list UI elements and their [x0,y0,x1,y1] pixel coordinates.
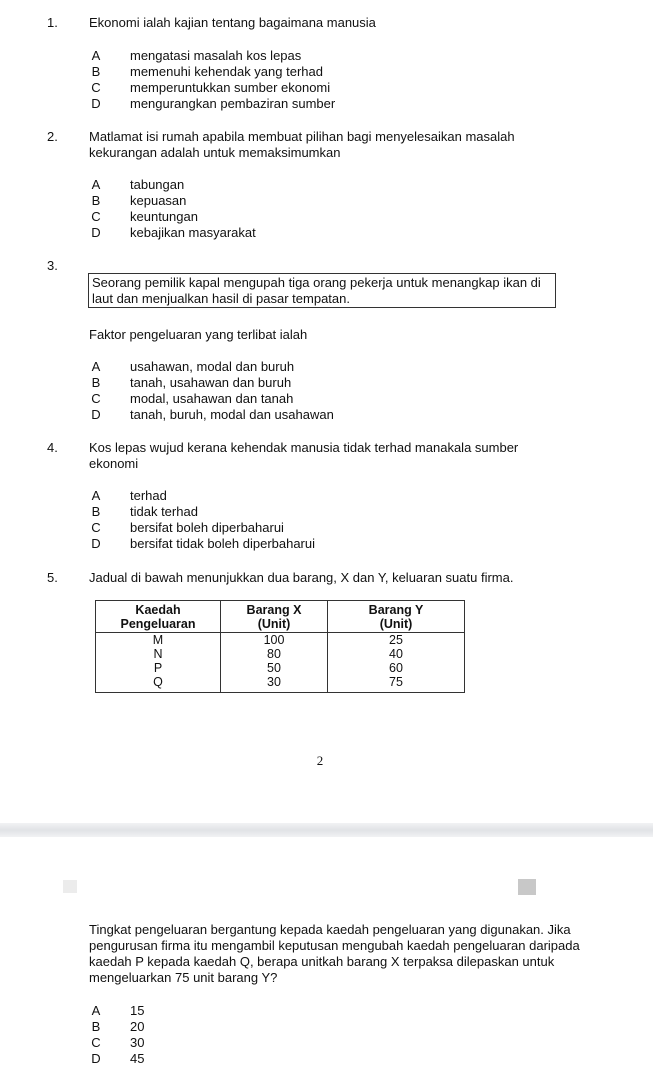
table-cell-x: 100 [221,633,328,648]
option-text: mengurangkan pembaziran sumber [130,96,336,111]
question-4-text: Kos lepas wujud kerana kehendak manusia tidak terhad manakala sumber ekonomi [89,440,519,471]
table-header-method-line1: Kaedah [96,601,221,618]
table-cell-x: 30 [221,675,328,693]
option-text: kebajikan masyarakat [130,225,256,240]
table-row [96,661,465,675]
table-cell-method: M [96,633,221,648]
table-header-x-line1: Barang X [221,601,328,618]
table-row [96,633,465,648]
page-number: 2 [316,753,324,768]
option-letter: A [91,177,101,192]
table-cell-y: 60 [328,661,465,675]
option-text: memperuntukkan sumber ekonomi [130,80,331,95]
option-letter: D [91,1051,101,1066]
option-text: usahawan, modal dan buruh [130,359,295,374]
option-letter: B [91,64,101,79]
option-letter: B [91,375,101,390]
option-letter: C [91,209,101,224]
question-5-text: Jadual di bawah menunjukkan dua barang, X dan Y, keluaran suatu firma. [89,570,514,585]
table-cell-y: 25 [328,633,465,648]
table-cell-y: 40 [328,647,465,661]
table-header-y-line2: (Unit) [328,617,465,633]
option-text: bersifat tidak boleh diperbaharui [130,536,316,551]
option-letter: D [91,536,101,551]
table-cell-y: 75 [328,675,465,693]
table-row [96,647,465,661]
option-letter: B [91,1019,101,1034]
table-row [96,675,465,693]
option-text: bersifat boleh diperbaharui [130,520,284,535]
table-header-x-line2: (Unit) [221,617,328,633]
option-text: mengatasi masalah kos lepas [130,48,302,63]
table-cell-method: Q [96,675,221,693]
option-letter: B [91,193,101,208]
question-2-number: 2. [47,129,58,144]
option-letter: D [91,407,101,422]
option-text: modal, usahawan dan tanah [130,391,294,406]
question-4-number: 4. [47,440,58,455]
option-text: memenuhi kehendak yang terhad [130,64,323,79]
question-3-stimulus-box: Seorang pemilik kapal mengupah tiga orang pekerja untuk menangkap ikan di laut dan menjualkan hasil di pasar tempatan. [88,273,556,308]
option-letter: C [91,80,101,95]
table-cell-x: 50 [221,661,328,675]
option-letter: C [91,520,101,535]
table-cell-x: 80 [221,647,328,661]
question-1-text: Ekonomi ialah kajian tentang bagaimana manusia [89,15,376,30]
question-1-number: 1. [47,15,58,30]
table-cell-method: P [96,661,221,675]
question-3-text: Faktor pengeluaran yang terlibat ialah [89,327,308,342]
option-letter: A [91,48,101,63]
redaction-mark [518,879,536,895]
option-letter: C [91,391,101,406]
option-text: 30 [130,1035,145,1050]
option-letter: D [91,225,101,240]
question-5-number: 5. [47,570,58,585]
table-header-method-line2: Pengeluaran [96,617,221,633]
option-letter: C [91,1035,101,1050]
option-text: terhad [130,488,167,503]
option-text: tanah, buruh, modal dan usahawan [130,407,334,422]
question-2-text: Matlamat isi rumah apabila membuat pilihan bagi menyelesaikan masalah kekurangan adalah untuk memaksimumkan [89,129,515,160]
option-text: keuntungan [130,209,198,224]
option-letter: A [91,1003,101,1018]
redaction-mark [63,880,77,893]
option-letter: D [91,96,101,111]
page-separator [0,823,653,837]
table-header-y-line1: Barang Y [328,601,465,618]
option-text: tidak terhad [130,504,198,519]
production-table [95,600,465,693]
question-3-number: 3. [47,258,58,273]
question-5-followup-text: Tingkat pengeluaran bergantung kepada kaedah pengeluaran yang digunakan. Jika pengurusan firma itu mengambil keputusan mengubah kaedah pengeluaran daripada kaedah P kepada kaedah Q, berapa unitkah barang X terpaksa dilepaskan untuk mengeluarkan 75 unit barang Y? [89,922,580,985]
option-text: 45 [130,1051,145,1066]
table-cell-method: N [96,647,221,661]
option-letter: B [91,504,101,519]
option-letter: A [91,488,101,503]
option-text: kepuasan [130,193,187,208]
option-text: 15 [130,1003,145,1018]
option-letter: A [91,359,101,374]
option-text: tabungan [130,177,185,192]
option-text: 20 [130,1019,145,1034]
option-text: tanah, usahawan dan buruh [130,375,292,390]
